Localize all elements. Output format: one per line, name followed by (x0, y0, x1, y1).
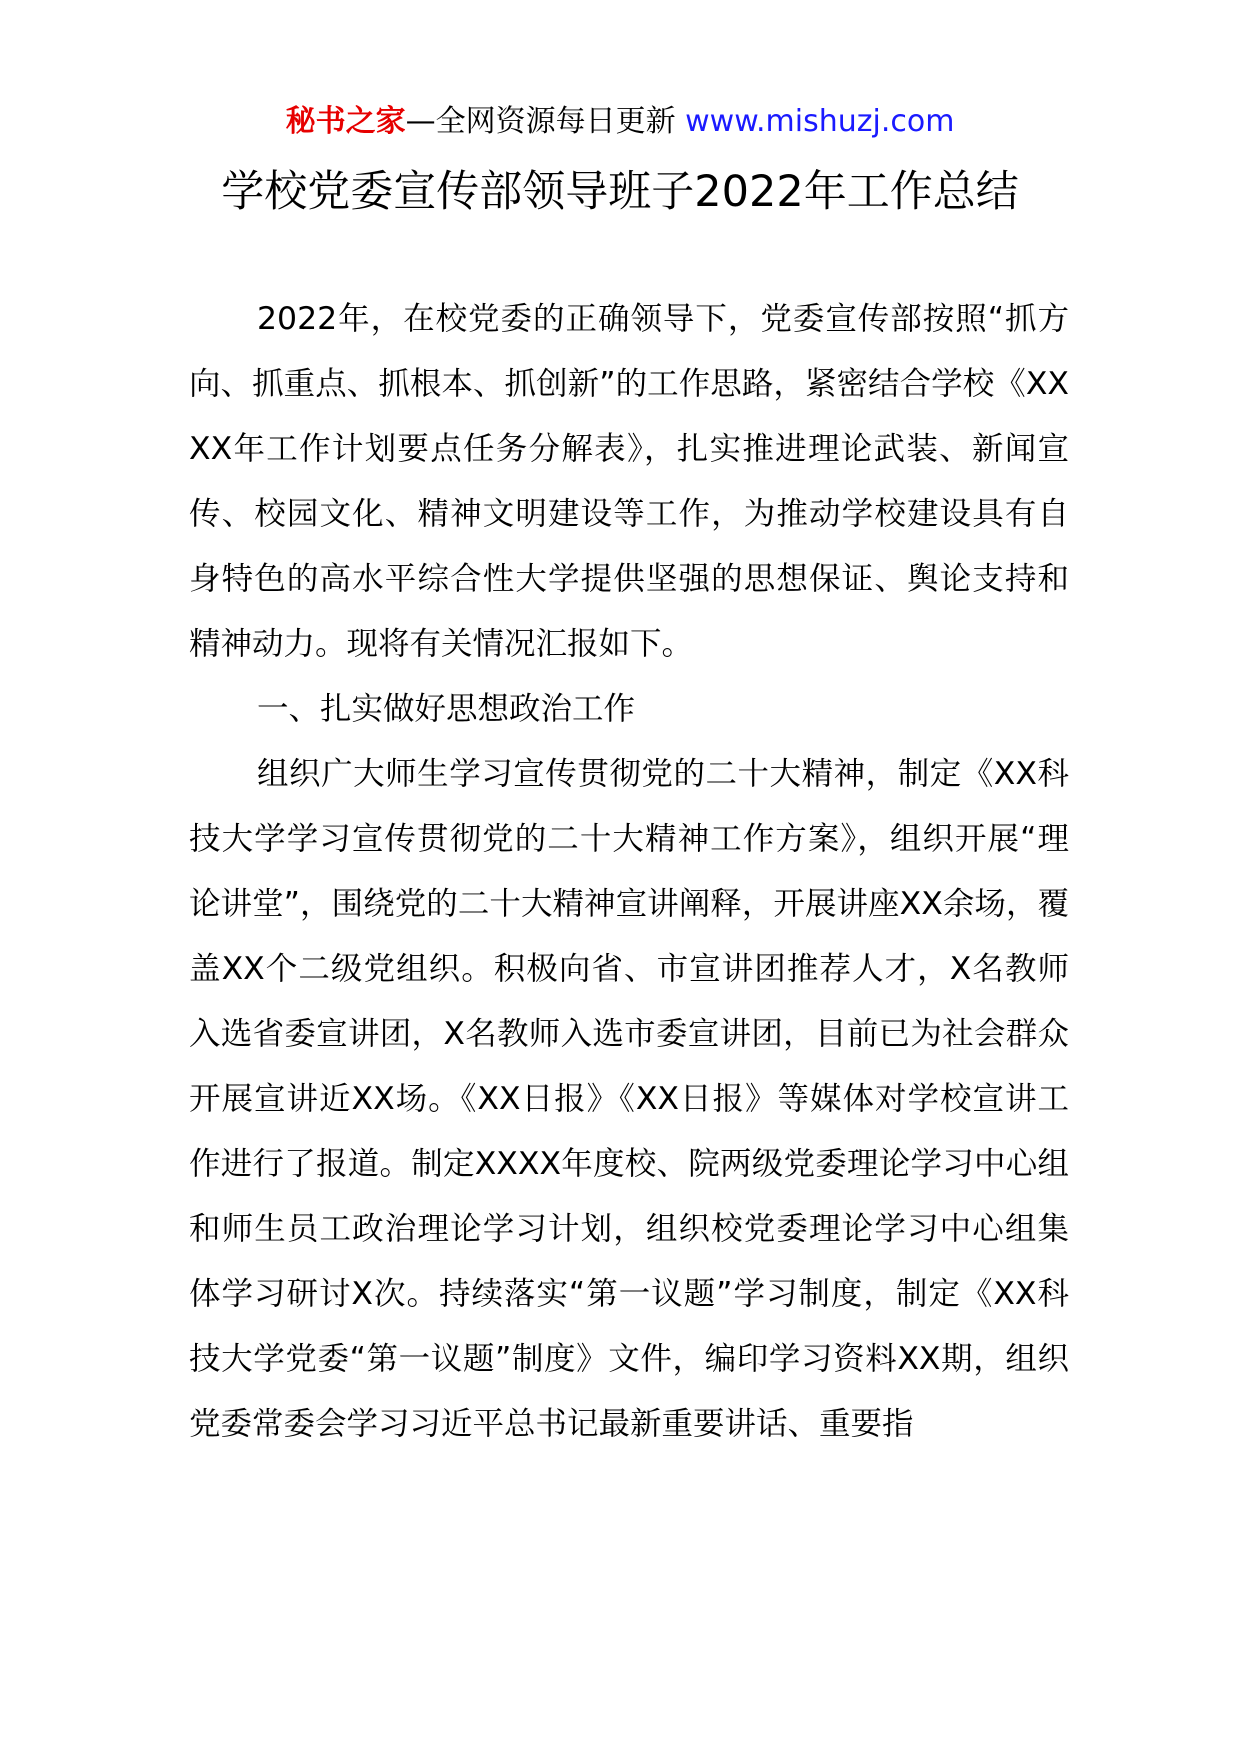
site-header (0, 100, 1240, 144)
section-heading: 一、扎实做好思想政治工作 (257, 691, 636, 727)
section-paragraph: 组织广大师生学习宣传贯彻党的二十大精神，制定《XX科技大学学习宣传贯彻党的二十大精神工作方案》，组织开展“理论讲堂”，围绕党的二十大精神宣讲阐释，开展讲座XX余场，覆盖XX个二级党组织。积极向省、市宣讲团推荐人才，X名教师入选省委宣讲团，X名教师入选市委宣讲团，目前已为社会群众开展宣讲近XX场。《XX日报》《XX日报》等媒体对学校宣讲工作进行了报道。制定XXXX年度校、院两级党委理论学习中心组和师生员工政治理论学习计划，组织校党委理论学习中心组集体学习研讨X次。持续落实“第一议题”学习制度，制定《XX科技大学党委“第一议题”制度》文件，编印学习资料XX期，组织党委常委会学习习近平总书记最新重要讲话、重要指 (189, 756, 1069, 1442)
intro-paragraph: 2022年，在校党委的正确领导下，党委宣传部按照“抓方向、抓重点、抓根本、抓创新”的工作思路，紧密结合学校《XXXX年工作计划要点任务分解表》，扎实推进理论武装、新闻宣传、校园文化、精神文明建设等工作，为推动学校建设具有自身特色的高水平综合性大学提供坚强的思想保证、舆论支持和精神动力。现将有关情况汇报如下。 (189, 301, 1069, 662)
document-body (189, 287, 1069, 1457)
site-url-link[interactable]: www.mishuzj.com (685, 104, 955, 139)
site-tagline: —全网资源每日更新 (405, 104, 676, 139)
site-brand: 秘书之家 (285, 104, 406, 139)
document-title: 学校党委宣传部领导班子2022年工作总结 (221, 167, 1019, 217)
